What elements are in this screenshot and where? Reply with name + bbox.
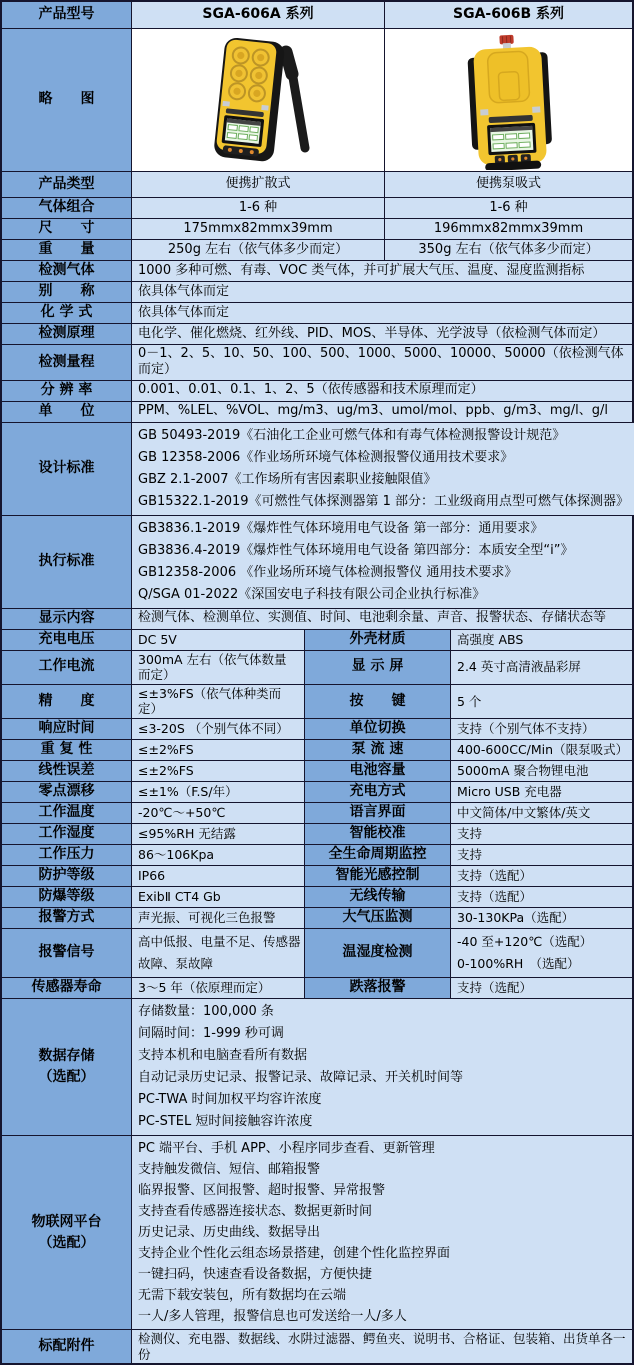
standard-line: GB3836.1-2019《爆炸性气体环境用电气设备 第一部分：通用要求》 bbox=[138, 518, 626, 540]
row-label: 尺 寸 bbox=[2, 219, 132, 240]
sketch-row bbox=[2, 29, 632, 172]
row-weight bbox=[2, 240, 632, 261]
iot-line: 历史记录、历史曲线、数据导出 bbox=[138, 1222, 626, 1243]
row-label: 单 位 bbox=[2, 402, 132, 423]
value-b: 便携泵吸式 bbox=[385, 172, 632, 198]
quad-value-right: 支持 bbox=[451, 845, 632, 866]
quad-label-right: 语言界面 bbox=[305, 803, 451, 824]
row-label: 检测气体 bbox=[2, 261, 132, 282]
quad-label-left: 报警信号 bbox=[2, 929, 132, 978]
row-working-current bbox=[2, 651, 632, 685]
iot-line: PC 端平台、手机 APP、小程序同步查看、更新管理 bbox=[138, 1138, 626, 1159]
row-label: 检测原理 bbox=[2, 324, 132, 345]
iot-line: 支持查看传感器连接状态、数据更新时间 bbox=[138, 1201, 626, 1222]
iot-line: 支持企业个性化云组态场景搭建，创建个性化监控界面 bbox=[138, 1243, 626, 1264]
sketch-cell-a bbox=[132, 29, 385, 172]
row-label: 显示内容 bbox=[2, 609, 132, 630]
alarm-signal-line: 高中低报、电量不足、传感器 bbox=[138, 931, 298, 953]
storage-line: 间隔时间：1-999 秒可调 bbox=[138, 1023, 626, 1045]
row-value bbox=[132, 423, 634, 516]
iot-line: 支持触发微信、短信、邮箱报警 bbox=[138, 1159, 626, 1180]
quad-value-right: 2.4 英寸高清液晶彩屏 bbox=[451, 651, 632, 685]
row-chemical-formula bbox=[2, 303, 632, 324]
storage-line: PC-TWA 时间加权平均容许浓度 bbox=[138, 1089, 626, 1111]
quad-value-left: 86～106Kpa bbox=[132, 845, 305, 866]
quad-value-right: 支持（个别气体不支持） bbox=[451, 719, 632, 740]
row-value: 0.001、0.01、0.1、1、2、5（依传感器和技术原理而定） bbox=[132, 381, 632, 402]
row-design-standards bbox=[2, 423, 632, 516]
storage-line: PC-STEL 短时间接触容许浓度 bbox=[138, 1111, 626, 1133]
row-value: 依具体气体而定 bbox=[132, 282, 632, 303]
quad-label-left: 工作湿度 bbox=[2, 824, 132, 845]
row-iot-platform bbox=[2, 1136, 632, 1330]
row-linearity-error bbox=[2, 761, 632, 782]
row-repeatability bbox=[2, 740, 632, 761]
temp-humidity-line: -40 至+120℃（选配） bbox=[457, 931, 626, 953]
row-dimensions bbox=[2, 219, 632, 240]
row-display-content bbox=[2, 609, 632, 630]
quad-label-left: 工作电流 bbox=[2, 651, 132, 685]
row-alias bbox=[2, 282, 632, 303]
quad-label-right: 单位切换 bbox=[305, 719, 451, 740]
storage-line: 自动记录历史记录、报警记录、故障记录、开关机时间等 bbox=[138, 1067, 626, 1089]
quad-value-left: 声光振、可视化三色报警 bbox=[132, 908, 305, 929]
row-resolution bbox=[2, 381, 632, 402]
quad-value-right: 支持（选配） bbox=[451, 978, 632, 999]
row-label: 检测量程 bbox=[2, 345, 132, 381]
standard-line: GB3836.4-2019《爆炸性气体环境用电气设备 第四部分：本质安全型“i”》 bbox=[138, 540, 626, 562]
row-label: 执行标准 bbox=[2, 516, 132, 609]
quad-label-right: 充电方式 bbox=[305, 782, 451, 803]
row-label: 产品类型 bbox=[2, 172, 132, 198]
row-accuracy bbox=[2, 685, 632, 719]
value-a: 1-6 种 bbox=[132, 198, 385, 219]
quad-value-right: Micro USB 充电器 bbox=[451, 782, 632, 803]
quad-label-left: 工作温度 bbox=[2, 803, 132, 824]
row-label-line: （选配） bbox=[39, 1067, 95, 1088]
quad-label-left: 工作压力 bbox=[2, 845, 132, 866]
row-label: 设计标准 bbox=[2, 423, 132, 516]
row-label-line: 物联网平台 bbox=[32, 1212, 102, 1233]
value-b: 1-6 种 bbox=[385, 198, 632, 219]
quad-value-left: ≤95%RH 无结露 bbox=[132, 824, 305, 845]
row-detection-range bbox=[2, 345, 632, 381]
row-gas-combination bbox=[2, 198, 632, 219]
series-a-title: SGA-606A 系列 bbox=[132, 2, 385, 29]
iot-line: 无需下载安装包，所有数据均在云端 bbox=[138, 1285, 626, 1306]
quad-label-left: 响应时间 bbox=[2, 719, 132, 740]
row-label: 气体组合 bbox=[2, 198, 132, 219]
row-value: PPM、%LEL、%VOL、mg/m3、ug/m3、umol/mol、ppb、g/m3、mg/l、g/l bbox=[132, 402, 632, 423]
product-model-label: 产品型号 bbox=[2, 2, 132, 29]
quad-value-left: ≤±2%FS bbox=[132, 761, 305, 782]
row-value bbox=[132, 516, 632, 609]
quad-label-right: 智能光感控制 bbox=[305, 866, 451, 887]
quad-value-left: 300mA 左右（依气体数量而定） bbox=[132, 651, 305, 685]
standard-line: GB12358-2006 《作业场所环境气体检测报警仪 通用技术要求》 bbox=[138, 562, 626, 584]
quad-label-right: 显 示 屏 bbox=[305, 651, 451, 685]
quad-value-left: ≤±3%FS（依气体种类而定） bbox=[132, 685, 305, 719]
row-label-line: （选配） bbox=[39, 1233, 95, 1254]
row-label: 别 称 bbox=[2, 282, 132, 303]
quad-value-left bbox=[132, 929, 305, 978]
row-working-humidity bbox=[2, 824, 632, 845]
sketch-label: 略 图 bbox=[2, 29, 132, 172]
row-sensor-life bbox=[2, 978, 632, 999]
series-b-title: SGA-606B 系列 bbox=[385, 2, 632, 29]
quad-label-left: 重 复 性 bbox=[2, 740, 132, 761]
row-value: 检测气体、检测单位、实测值、时间、电池剩余量、声音、报警状态、存储状态等 bbox=[132, 609, 632, 630]
sga-606a-product-image bbox=[193, 30, 323, 170]
value-b: 196mmx82mmx39mm bbox=[385, 219, 632, 240]
standard-line: GB 12358-2006《作业场所环境气体检测报警仪通用技术要求》 bbox=[138, 447, 629, 469]
quad-label-left: 防爆等级 bbox=[2, 887, 132, 908]
row-label bbox=[2, 1136, 132, 1330]
row-standard-accessories bbox=[2, 1330, 632, 1363]
quad-label-left: 报警方式 bbox=[2, 908, 132, 929]
standard-line: GBZ 2.1-2007《工作场所有害因素职业接触限值》 bbox=[138, 469, 629, 491]
quad-label-right: 外壳材质 bbox=[305, 630, 451, 651]
row-detected-gases bbox=[2, 261, 632, 282]
quad-label-left: 精 度 bbox=[2, 685, 132, 719]
quad-label-right: 泵 流 速 bbox=[305, 740, 451, 761]
quad-label-left: 零点漂移 bbox=[2, 782, 132, 803]
row-label: 分 辨 率 bbox=[2, 381, 132, 402]
row-zero-drift bbox=[2, 782, 632, 803]
quad-value-left: ≤±1%（F.S/年） bbox=[132, 782, 305, 803]
row-working-pressure bbox=[2, 845, 632, 866]
quad-value-right: 5 个 bbox=[451, 685, 632, 719]
iot-line: 一键扫码，快速查看设备数据，方便快捷 bbox=[138, 1264, 626, 1285]
quad-value-right: 支持（选配） bbox=[451, 887, 632, 908]
quad-label-right: 智能校准 bbox=[305, 824, 451, 845]
quad-value-right: 400-600CC/Min（限泵吸式） bbox=[451, 740, 632, 761]
row-alarm-signal bbox=[2, 929, 632, 978]
row-protection-rating bbox=[2, 866, 632, 887]
row-value: 依具体气体而定 bbox=[132, 303, 632, 324]
quad-label-left: 防护等级 bbox=[2, 866, 132, 887]
row-product-type bbox=[2, 172, 632, 198]
quad-label-right: 无线传输 bbox=[305, 887, 451, 908]
row-explosion-proof-rating bbox=[2, 887, 632, 908]
row-value bbox=[132, 1136, 632, 1330]
alarm-signal-line: 故障、泵故障 bbox=[138, 953, 298, 975]
quad-value-left: -20℃～+50℃ bbox=[132, 803, 305, 824]
row-label-line: 数据存储 bbox=[39, 1046, 95, 1067]
quad-value-right: 中文简体/中文繁体/英文 bbox=[451, 803, 632, 824]
quad-label-left: 充电电压 bbox=[2, 630, 132, 651]
storage-line: 支持本机和电脑查看所有数据 bbox=[138, 1045, 626, 1067]
row-response-time bbox=[2, 719, 632, 740]
row-value: 0－1、2、5、10、50、100、500、1000、5000、10000、50000（依检测气体而定） bbox=[132, 345, 632, 381]
quad-value-right: 5000mA 聚合物锂电池 bbox=[451, 761, 632, 782]
header-row bbox=[2, 2, 632, 29]
row-units bbox=[2, 402, 632, 423]
quad-value-left: ≤3-20S （个别气体不同） bbox=[132, 719, 305, 740]
row-data-storage bbox=[2, 999, 632, 1136]
row-charge-voltage bbox=[2, 630, 632, 651]
iot-line: 一人/多人管理，报警信息也可发送给一人/多人 bbox=[138, 1306, 626, 1327]
row-label: 化 学 式 bbox=[2, 303, 132, 324]
row-label: 重 量 bbox=[2, 240, 132, 261]
row-label bbox=[2, 999, 132, 1136]
quad-value-right: 支持 bbox=[451, 824, 632, 845]
quad-label-right: 按 键 bbox=[305, 685, 451, 719]
row-value bbox=[132, 999, 632, 1136]
row-value: 电化学、催化燃烧、红外线、PID、MOS、半导体、光学波导（依检测气体而定） bbox=[132, 324, 632, 345]
quad-value-right: 30-130KPa（选配） bbox=[451, 908, 632, 929]
row-value: 1000 多种可燃、有毒、VOC 类气体，并可扩展大气压、温度、湿度监测指标 bbox=[132, 261, 632, 282]
iot-line: 临界报警、区间报警、超时报警、异常报警 bbox=[138, 1180, 626, 1201]
quad-value-left: ≤±2%FS bbox=[132, 740, 305, 761]
standard-line: Q/SGA 01-2022《深国安电子科技有限公司企业执行标准》 bbox=[138, 584, 626, 606]
row-value: 检测仪、充电器、数据线、水阱过滤器、鳄鱼夹、说明书、合格证、包装箱、出货单各一份 bbox=[132, 1330, 632, 1363]
sga-606b-product-image bbox=[444, 30, 574, 170]
temp-humidity-line: 0-100%RH （选配） bbox=[457, 953, 626, 975]
quad-value-right: 支持（选配） bbox=[451, 866, 632, 887]
quad-label-right: 大气压监测 bbox=[305, 908, 451, 929]
quad-label-left: 线性误差 bbox=[2, 761, 132, 782]
row-working-temperature bbox=[2, 803, 632, 824]
quad-value-left: IP66 bbox=[132, 866, 305, 887]
quad-label-right: 电池容量 bbox=[305, 761, 451, 782]
storage-line: 存储数量：100,000 条 bbox=[138, 1001, 626, 1023]
row-detection-principle bbox=[2, 324, 632, 345]
row-execution-standards bbox=[2, 516, 632, 609]
sketch-cell-b bbox=[385, 29, 632, 172]
quad-value-left: 3～5 年（依原理而定） bbox=[132, 978, 305, 999]
quad-value-left: DC 5V bbox=[132, 630, 305, 651]
value-a: 便携扩散式 bbox=[132, 172, 385, 198]
value-a: 175mmx82mmx39mm bbox=[132, 219, 385, 240]
value-b: 350g 左右（依气体多少而定） bbox=[385, 240, 632, 261]
standard-line: GB15322.1-2019《可燃性气体探测器第 1 部分：工业级商用点型可燃气体探测器》 bbox=[138, 491, 629, 513]
quad-value-left: ExibⅡ CT4 Gb bbox=[132, 887, 305, 908]
quad-value-right: 高强度 ABS bbox=[451, 630, 632, 651]
quad-label-right: 全生命周期监控 bbox=[305, 845, 451, 866]
row-label: 标配附件 bbox=[2, 1330, 132, 1363]
quad-label-left: 传感器寿命 bbox=[2, 978, 132, 999]
row-alarm-mode bbox=[2, 908, 632, 929]
value-a: 250g 左右（依气体多少而定） bbox=[132, 240, 385, 261]
standard-line: GB 50493-2019《石油化工企业可燃气体和有毒气体检测报警设计规范》 bbox=[138, 425, 629, 447]
quad-value-right bbox=[451, 929, 632, 978]
quad-label-right: 温湿度检测 bbox=[305, 929, 451, 978]
quad-label-right: 跌落报警 bbox=[305, 978, 451, 999]
